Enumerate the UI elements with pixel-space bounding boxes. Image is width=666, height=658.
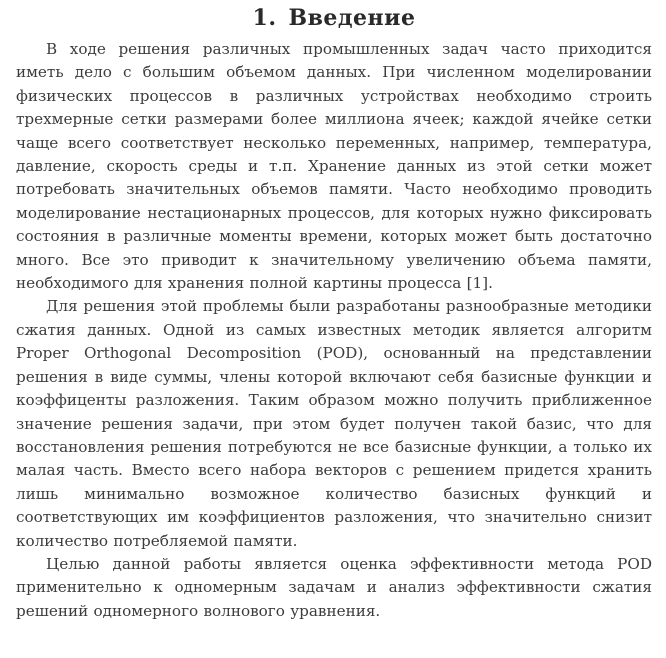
section-number: 1.	[252, 5, 277, 31]
paragraph-2: Для решения этой проблемы были разработаны разнообразные методики сжатия данных. Одной из самых известных методик является алгоритм Proper Orthogonal Decomposition (POD), основанный на представлении решения в виде суммы, члены которой включают себя базисные функции и коэффиценты разложения. Таким образом можно получить приближенное значение решения задачи, при этом будет получен такой базис, что для восстановления решения потребуются не все базисные функции, а только их малая часть. Вместо всего набора векторов с решением придется хранить лишь минимально возможное количество базисных функций и соответствующих им коэффициентов разложения, что значительно снизит количество потребляемой памяти.	[16, 297, 652, 550]
document-page	[16, 0, 652, 658]
section-title: Введение	[288, 5, 416, 31]
section-heading	[16, 4, 652, 32]
paragraph-1: В ходе решения различных промышленных задач часто приходится иметь дело с большим объемом данных. При численном моделировании физических процессов в различных устройствах необходимо строить трехмерные сетки размерами более миллиона ячеек; каждой ячейке сетки чаще всего соответствует несколько переменных, например, температура, давление, скорость среды и т.п. Хранение данных из этой сетки может потребовать значительных объемов памяти. Часто необходимо проводить моделирование нестационарных процессов, для которых нужно фиксировать состояния в различные моменты времени, которых может быть достаточно много. Все это приводит к значительному увеличению объема памяти, необходимого для хранения полной картины процесса [1].	[16, 40, 652, 293]
body-text	[16, 38, 652, 623]
paragraph-3: Целью данной работы является оценка эффективности метода POD применительно к одномерным задачам и анализ эффективности сжатия решений одномерного волнового уравнения.	[16, 554, 652, 620]
